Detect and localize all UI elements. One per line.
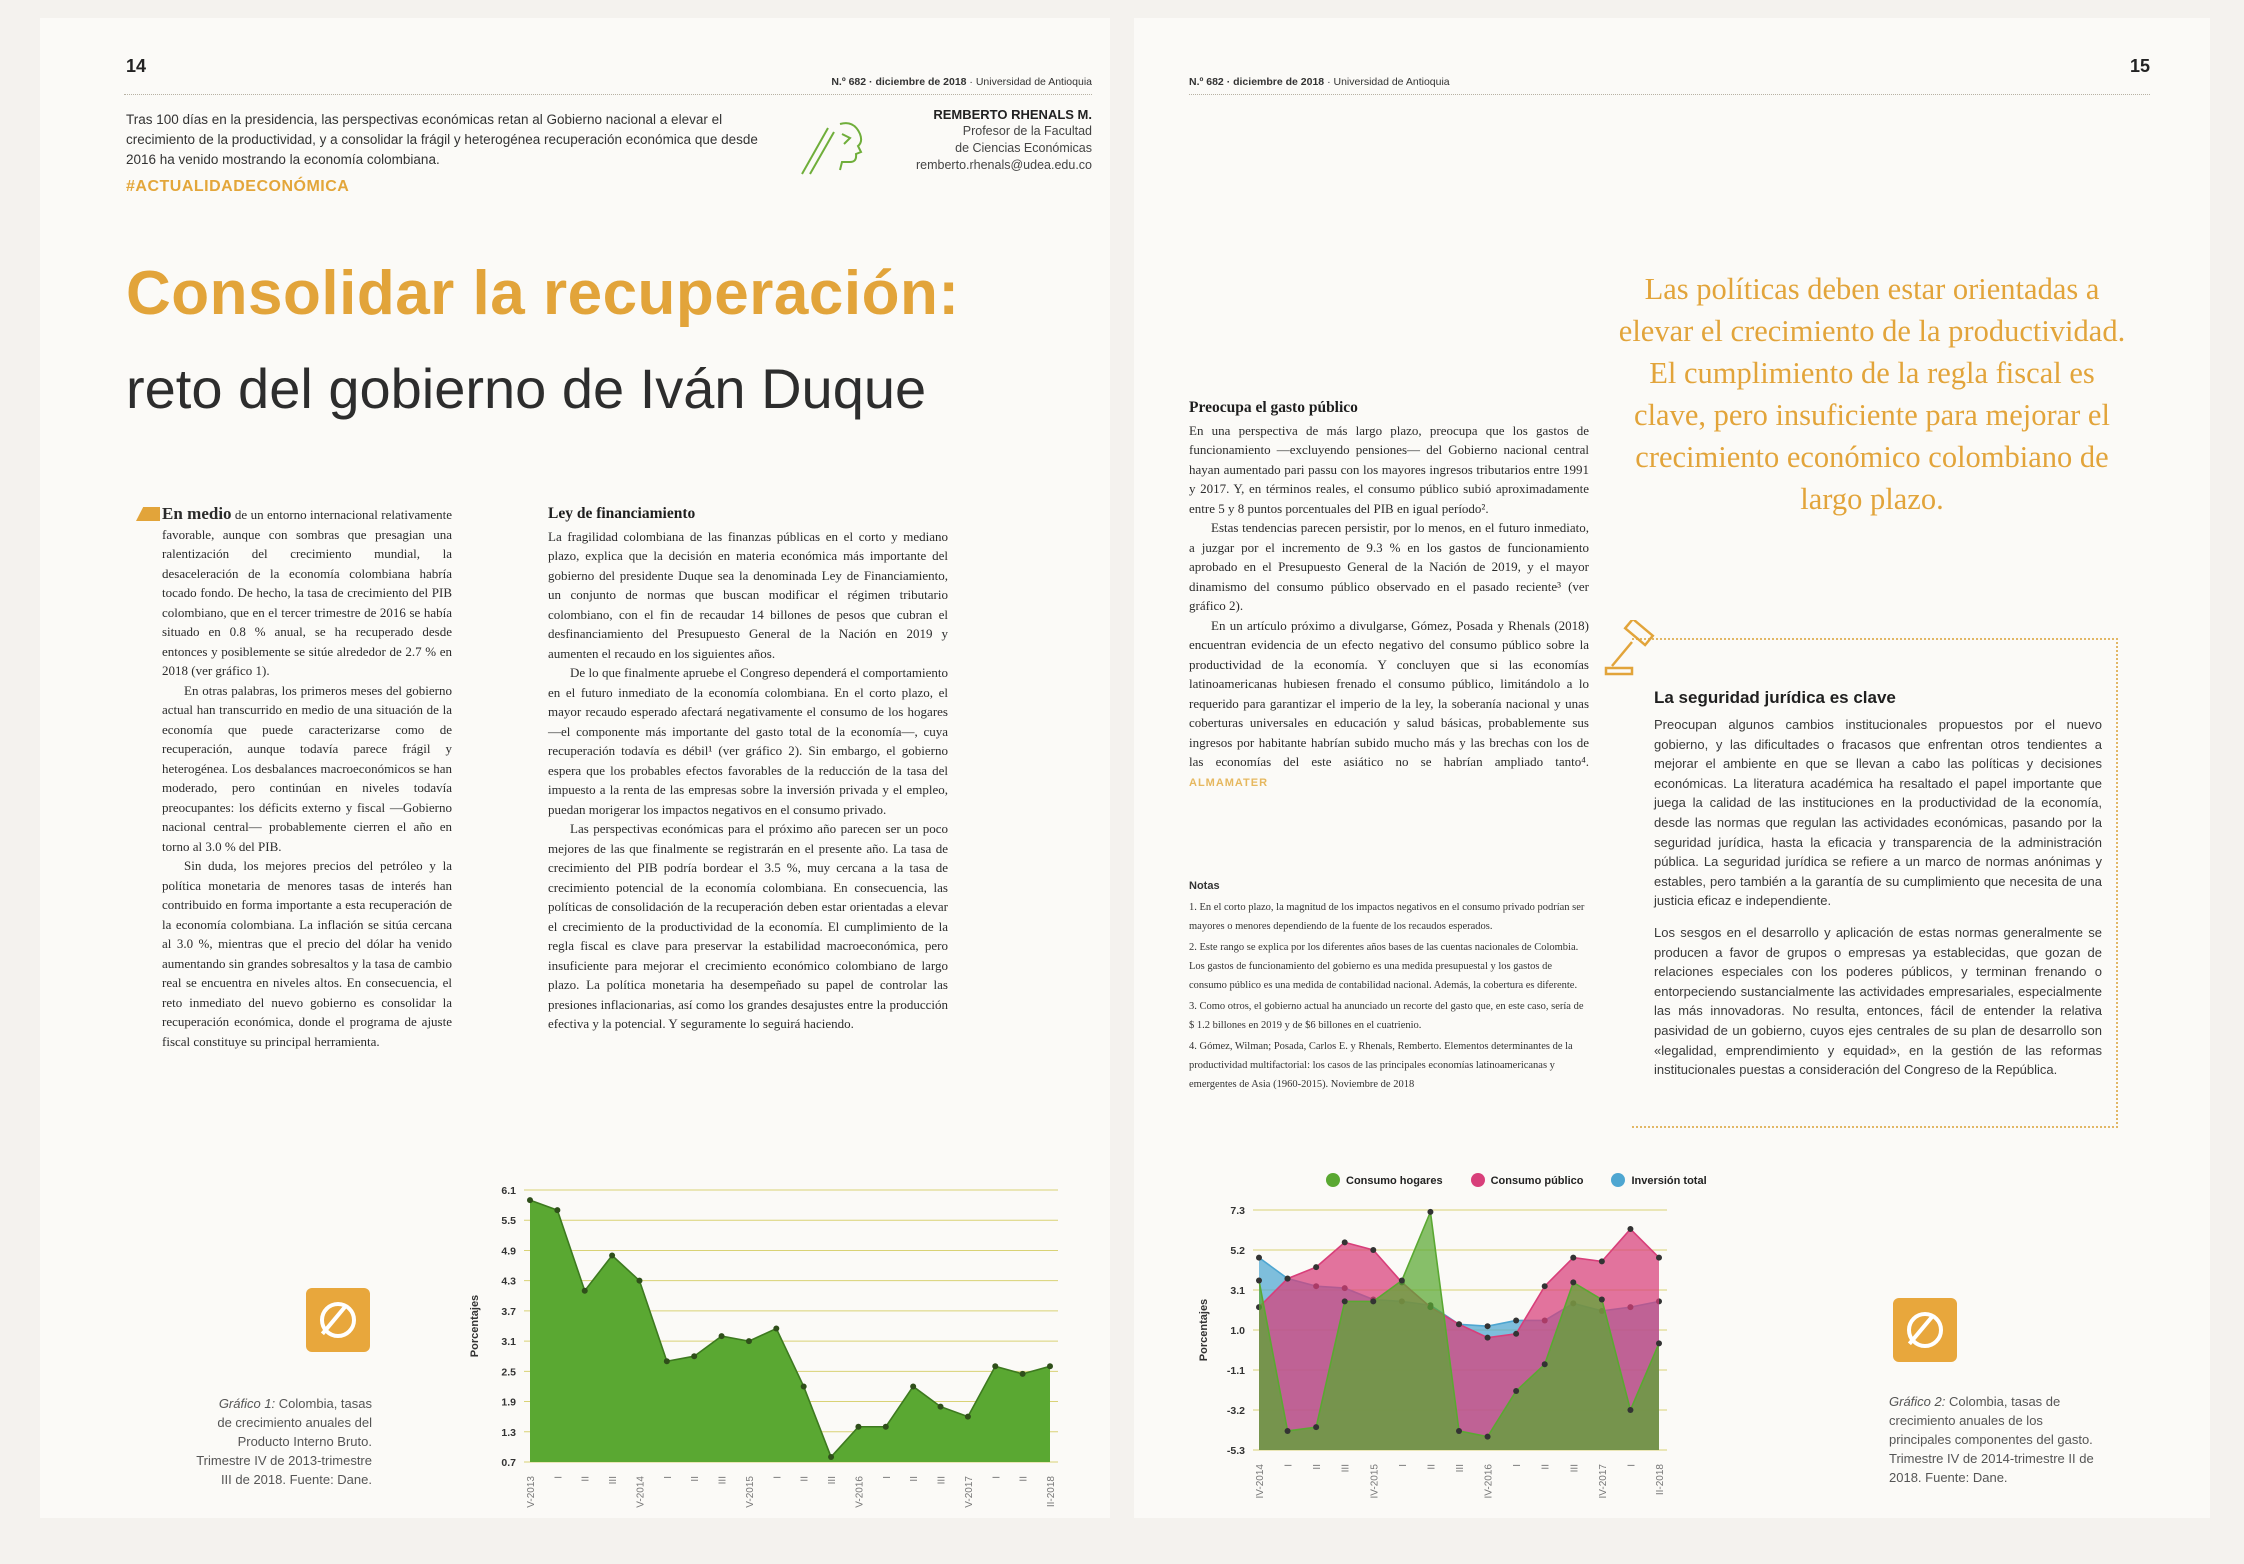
paragraph: De lo que finalmente apruebe el Congreso dependerá el comportamiento en el futuro inmediato de la economía colombiana. En el corto plazo, el mayor recaudo esperado afectará negativamente el consumo de los hogares —el componente más importante del gasto total de la economía—, cuya recuperación todavía es débil¹ (ver gráfico 2). Sin embargo, el gobierno espera que los probables efectos favorables de la reducción de la tasa del impuesto a la renta de las empresas sobre la inversión privada y el empleo, puedan morigerar los impactos negativos en el consumo privado. [548, 665, 948, 817]
x-tick-label: III [717, 1476, 729, 1485]
y-axis-label: Porcentajes [469, 1294, 481, 1358]
data-point [664, 1358, 670, 1364]
data-point [801, 1383, 807, 1389]
data-point [1256, 1277, 1262, 1283]
data-point [1020, 1371, 1026, 1377]
x-tick-label: IV-2015 [1369, 1464, 1381, 1499]
y-tick-label: 0.7 [501, 1457, 516, 1469]
page-number: 15 [2129, 56, 2150, 76]
y-tick-label: -5.3 [1226, 1445, 1245, 1457]
data-point [1285, 1428, 1291, 1434]
section-heading: Ley de financiamiento [548, 505, 696, 522]
data-point [609, 1252, 615, 1258]
paragraph: En medio de un entorno internacional relativamente favorable, aunque con sombras que presagian una ralentización del crecimiento mundial, la desaceleración de la economía colombiana habría tocado fondo. De hecho, la tasa de crecimiento del PIB colombiano, que en el tercer trimestre de 2016 se había situado en 0.8 % anual, se ha recuperado desde entonces y posiblemente se sitúe alrededor de 2.7 % en 2018 (ver gráfico 1). [162, 504, 453, 678]
x-tick-label: IV-2014 [1255, 1464, 1266, 1499]
data-point [1542, 1361, 1548, 1367]
data-point [1599, 1297, 1605, 1303]
y-tick-label: 4.9 [501, 1245, 516, 1258]
data-point [1627, 1226, 1633, 1232]
chart-1 [410, 1178, 1100, 1513]
x-tick-label: I [662, 1476, 674, 1479]
data-point [1513, 1388, 1519, 1394]
intro-text: Tras 100 días en la presidencia, las perspectivas económicas retan al Gobierno nacional a elevar el crecimiento de la productividad, y a consolidar la frágil y heterogénea recuperación económica que desde 2016 ha venido mostrando la economía colombiana. [126, 112, 758, 167]
chart-badge-icon [306, 1288, 370, 1352]
data-point [582, 1288, 588, 1294]
x-tick-label: IV-2014 [635, 1476, 647, 1508]
data-point [719, 1333, 725, 1339]
x-tick-label: I [553, 1476, 565, 1479]
series-area [530, 1200, 1050, 1462]
chart-2-caption: Gráfico 2: Colombia, tasas de crecimiento anuales de los principales componentes del gasto. Trimestre IV de 2014-trimestre II de 2018. Fuente: Dane. [1889, 1394, 2094, 1485]
notes-title: Notas [1189, 880, 1220, 892]
article-subtitle: reto del gobierno de Iván Duque [126, 357, 927, 420]
data-point [855, 1424, 861, 1430]
paragraph: Estas tendencias parecen persistir, por lo menos, en el futuro inmediato, a juzgar por el incremento de 9.3 % en los gastos de funcionamiento aprobado en el Presupuesto General de la Nación de 2019, y el mayor dinamismo del consumo público observado en el pasado reciente³ (ver gráfico 2). [1189, 520, 1589, 613]
data-point [910, 1383, 916, 1389]
data-point [1513, 1317, 1519, 1323]
data-point [1599, 1258, 1605, 1264]
y-tick-label: 5.5 [501, 1215, 516, 1228]
gavel-icon [1604, 620, 1662, 678]
author-byline [852, 106, 1092, 174]
paragraph: Los sesgos en el desarrollo y aplicación de estas normas generalmente se producen a favor de grupos o empresas ya establecidas, que gozan de relaciones especiales con los poderes públicos, y terminan frenando o entorpeciendo sustancialmente las actividades empresariales, especialmente las más innovadoras. No resulta, entonces, fácil de entender la relativa pasividad de un gobierno, cuyos ejes centrales de su plan de desarrollo son «legalidad, emprendimiento y equidad», en la gestión de las reformas institucionales puestas a consideración del Congreso de la República. [1654, 924, 2102, 1078]
data-point [1370, 1298, 1376, 1304]
chart-2-svg [1189, 1198, 1709, 1508]
data-point [1485, 1434, 1491, 1440]
sidebar-heading: La seguridad jurídica es clave [1654, 688, 1896, 707]
article-title: Consolidar la recuperación: [126, 259, 960, 328]
data-point [527, 1197, 533, 1203]
y-tick-label: 6.1 [501, 1185, 516, 1197]
column-2 [548, 504, 948, 1034]
y-tick-label: -3.2 [1226, 1405, 1245, 1417]
data-point [1256, 1255, 1262, 1261]
x-tick-label: I [1626, 1464, 1638, 1467]
chart-2 [1189, 1198, 1709, 1513]
data-point [1313, 1264, 1319, 1270]
sidebar-text [1654, 715, 2102, 1092]
legend-item: Consumo hogares [1326, 1173, 1443, 1187]
y-tick-label: -1.1 [1226, 1365, 1245, 1377]
x-tick-label: II [690, 1476, 702, 1482]
section-heading: Preocupa el gasto público [1189, 399, 1358, 416]
paragraph: La fragilidad colombiana de las finanzas públicas en el corto y mediano plazo, explica que la decisión en materia económica más importante del gobierno del presidente Duque sea la denominada Ley de Financiamiento, un conjunto de normas que buscan modificar el régimen tributario colombiano, con el fin de recaudar 14 billones de pesos que cubran el desfinanciamiento del Presupuesto General de la Nación en 2019 y aumenten el recaudo en los siguientes años. [548, 528, 948, 661]
chart-2-legend [1326, 1173, 1707, 1187]
x-tick-label: II [580, 1476, 592, 1482]
x-tick-label: IV-2016 [854, 1476, 866, 1508]
y-tick-label: 1.0 [1230, 1325, 1245, 1337]
data-point [1342, 1239, 1348, 1245]
data-point [1485, 1323, 1491, 1329]
x-tick-label: III [608, 1476, 620, 1485]
data-point [965, 1414, 971, 1420]
data-point [1313, 1424, 1319, 1430]
header-rule [124, 94, 1092, 95]
folio: N.º 682 · diciembre de 2018 · Universidad de Antioquia [831, 76, 1092, 88]
data-point [883, 1424, 889, 1430]
x-tick-label: IV-2015 [744, 1476, 756, 1508]
data-point [636, 1278, 642, 1284]
data-point [1542, 1283, 1548, 1289]
chart-1-caption: Gráfico 1: Colombia, tasas de crecimiento anuales del Producto Interno Bruto. Trimestre IV de 2013-trimestre III de 2018. Fuente: Dane. [196, 1396, 372, 1487]
data-point [1285, 1276, 1291, 1282]
header-rule [1189, 94, 2150, 95]
data-point [1342, 1298, 1348, 1304]
data-point [1485, 1335, 1491, 1341]
data-point [828, 1454, 834, 1460]
y-tick-label: 3.1 [501, 1336, 516, 1349]
paragraph: Las perspectivas económicas para el próximo año parecen ser un poco mejores de las que finalmente se registrarán en el presente año. La tasa de crecimiento del PIB podría bordear el 3.5 %, muy cercana a la tasa de crecimiento potencial de la economía colombiana. En consecuencia, las políticas de consolidación de la recuperación deben estar orientadas a elevar el crecimiento de la productividad de la economía. El cumplimiento de la regla fiscal es clave para preservar la estabilidad macroeconómica, pero insuficiente para mejorar el crecimiento económico colombiano de largo plazo. La política monetaria ha desempeñado su papel de controlar las presiones inflacionarias, así como los grandes desajustes entre la producción efectiva y la potencial. Y seguramente lo seguirá haciendo. [548, 821, 948, 1031]
right-page [1134, 18, 2210, 1518]
data-point [1656, 1340, 1662, 1346]
data-point [1370, 1247, 1376, 1253]
data-point [1656, 1255, 1662, 1261]
data-point [1513, 1331, 1519, 1337]
author-faculty: de Ciencias Económicas [955, 141, 1092, 155]
data-point [1047, 1363, 1053, 1369]
author-name: REMBERTO RHENALS M. [933, 107, 1092, 122]
note-item: 3. Como otros, el gobierno actual ha anunciado un recorte del gasto que, en este caso, sería de $ 1.2 billones en 2019 y de $6 billones en el cuatrienio. [1189, 1001, 1584, 1031]
data-point [1399, 1277, 1405, 1283]
y-tick-label: 5.2 [1230, 1245, 1245, 1257]
data-point [1570, 1255, 1576, 1261]
left-page [40, 18, 1110, 1518]
x-tick-label: II [909, 1476, 921, 1482]
data-point [746, 1338, 752, 1344]
x-tick-label: II [1018, 1476, 1030, 1482]
x-tick-label: IV-2017 [963, 1476, 975, 1508]
x-tick-label: III [827, 1476, 839, 1485]
folio: N.º 682 · diciembre de 2018 · Universidad de Antioquia [1189, 76, 1450, 88]
data-point [691, 1353, 697, 1359]
x-tick-label: II [1312, 1464, 1324, 1470]
x-tick-label: I [1397, 1464, 1409, 1467]
data-point [938, 1404, 944, 1410]
note-item: 1. En el corto plazo, la magnitud de los impactos negativos en el consumo privado podrían ser mayores o menores dependiendo de la fuente de los recaudos esperados. [1189, 902, 1585, 932]
author-role: Profesor de la Facultad [962, 124, 1092, 138]
x-tick-label: III [1340, 1464, 1352, 1473]
y-tick-label: 7.3 [1230, 1205, 1245, 1217]
x-tick-label: IV-2017 [1597, 1464, 1609, 1499]
lead-words: En medio [162, 504, 232, 523]
data-point [554, 1207, 560, 1213]
data-point [1456, 1321, 1462, 1327]
paragraph: En un artículo próximo a divulgarse, Gómez, Posada y Rhenals (2018) encuentran evidencia de un efecto negativo del consumo público sobre la productividad de la economía. Y concluyen que si las economías latinoamericanas hubiesen frenado el consumo público, limitándolo a lo requerido para garantizar el imperio de la ley, la soberanía nacional y unas coberturas universales en educación y salud básicas, probablemente sus ingresos por habitante habrían subido mucho más y las brechas con los de las economías del este asiático no se habrían ampliado tanto⁴. ALMAMATER [1189, 617, 1589, 789]
y-tick-label: 1.3 [501, 1426, 516, 1439]
y-tick-label: 3.1 [1230, 1285, 1245, 1297]
x-tick-label: I [772, 1476, 784, 1479]
author-email[interactable]: remberto.rhenals@udea.edu.co [916, 158, 1092, 172]
y-tick-label: 4.3 [501, 1275, 516, 1288]
data-point [773, 1326, 779, 1332]
x-tick-label: I [1512, 1464, 1524, 1467]
legend-item: Inversión total [1611, 1173, 1706, 1187]
y-tick-label: 2.5 [501, 1366, 516, 1379]
x-tick-label: I [1283, 1464, 1295, 1467]
y-tick-label: 3.7 [501, 1305, 516, 1318]
column-1 [162, 504, 452, 1051]
section-hashtag[interactable]: #ACTUALIDADECONÓMICA [126, 178, 350, 195]
data-point [1456, 1428, 1462, 1434]
note-item: 4. Gómez, Wilman; Posada, Carlos E. y Rhenals, Remberto. Elementos determinantes de la productividad multifactorial: los casos de las principales economías latinoamericanas y emergentes de Asia (1960-2015). Noviembre de 2018 [1189, 1041, 1573, 1090]
paragraph: Preocupan algunos cambios institucionales propuestos por el nuevo gobierno, y las dificultades o fracasos que enfrentan otros tendientes a mejorar el ambiente en que se llevan a cabo las políticas y decisiones económicas. La literatura académica ha resaltado el papel importante que juega la calidad de las instituciones en la productividad de la economía, desde las normas que regulan las actividades económicas, pasando por la seguridad jurídica, hasta la eficacia y transparencia de la administración pública. La seguridad jurídica se refiere a un marco de normas anónimas y estables, pero también a la garantía de su cumplimiento que necesita de una justicia eficaz e independiente. [1654, 717, 2102, 909]
chart-1-svg [410, 1178, 1100, 1508]
pull-quote: Las políticas deben estar orientadas a elevar el crecimiento de la productividad. El cumplimiento de la regla fiscal es clave, pero insuficiente para mejorar el crecimiento económico colombiano de largo plazo. [1618, 272, 2126, 516]
note-item: 2. Este rango se explica por los diferentes años bases de las cuentas nacionales de Colombia. Los gastos de funcionamiento del gobierno es una medida presupuestal y los gastos de consumo público es una medida de contabilidad nacional. Además, la cobertura es diferente. [1189, 942, 1579, 991]
notes-section [1189, 880, 1589, 1096]
notes-list [1189, 898, 1589, 1094]
x-tick-label: III [936, 1476, 948, 1485]
paragraph: Sin duda, los mejores precios del petróleo y la política monetaria de menores tasas de interés han contribuido en forma importante a esta recuperación de la economía colombiana. La inflación se sitúa cercana al 3.0 %, mientras que el precio del dólar ha venido aumentando sin grandes sobresaltos y la tasa de cambio real se encuentra en niveles altos. En consecuencia, el reto inmediato del nuevo gobierno es consolidar la recuperación económica, donde el programa de ajuste fiscal constituye su principal herramienta. [162, 858, 452, 1049]
data-point [1627, 1407, 1633, 1413]
y-tick-label: 1.9 [501, 1396, 516, 1409]
column-3 [1189, 398, 1589, 791]
x-tick-label: II [1540, 1464, 1552, 1470]
x-tick-label: III [1569, 1464, 1581, 1473]
legend-item: Consumo público [1471, 1173, 1584, 1187]
x-tick-label: II [1426, 1464, 1438, 1470]
x-tick-label: III [1455, 1464, 1466, 1473]
chart-badge-icon [1893, 1298, 1957, 1362]
x-tick-label: I [991, 1476, 1003, 1479]
x-tick-label: III-2018 [1046, 1476, 1057, 1508]
y-axis-label: Porcentajes [1198, 1298, 1210, 1362]
data-point [992, 1363, 998, 1369]
x-tick-label: II [799, 1476, 811, 1482]
data-point [1427, 1209, 1433, 1215]
signature-mark: ALMAMATER [1189, 776, 1269, 789]
page-number: 14 [126, 56, 147, 76]
x-tick-label: IV-2013 [526, 1476, 537, 1508]
paragraph: En otras palabras, los primeros meses del gobierno actual han transcurrido en medio de una situación de la economía que puede caracterizarse como de recuperación, aunque todavía parece frágil y heterogénea. Los desbalances macroeconómicos se han moderado, pero continúan en niveles todavía preocupantes: los déficits externo y fiscal —Gobierno nacional central— probablemente cierren el año en torno al 3.0 % del PIB. [162, 682, 452, 854]
data-point [1570, 1279, 1576, 1285]
x-tick-label: I [881, 1476, 893, 1479]
x-tick-label: II-2018 [1655, 1464, 1666, 1496]
x-tick-label: IV-2016 [1483, 1464, 1495, 1499]
paragraph: En una perspectiva de más largo plazo, preocupa que los gastos de funcionamiento —excluyendo pensiones— del Gobierno nacional central hayan aumentado pari passu con los mayores ingresos tributarios entre 1991 y 2017. Y, en términos reales, el consumo público subió aproximadamente entre 5 y 8 puntos porcentuales del PIB en igual período². [1189, 422, 1589, 516]
